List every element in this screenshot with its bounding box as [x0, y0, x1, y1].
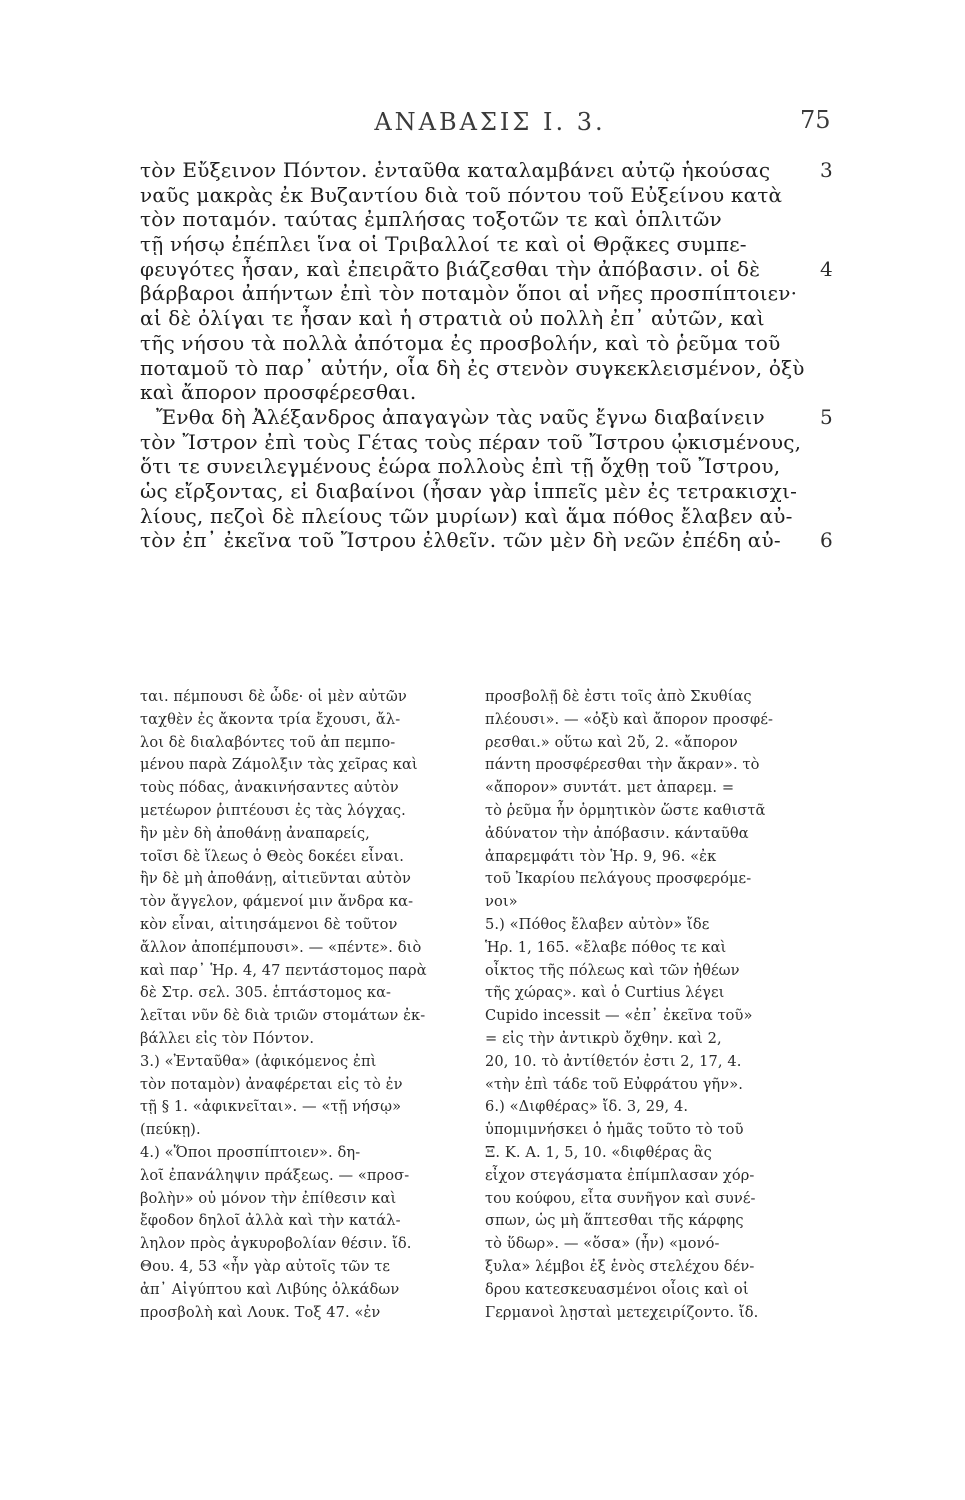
footnote-line: ἢν μὲν δὴ ἀποθάνῃ ἀναπαρείς, [140, 824, 370, 842]
footnote-line: δὲ Στρ. σελ. 305. ἑπτάστομος κα- [140, 984, 392, 1002]
main-text-line [140, 504, 820, 529]
footnote-line: τῇ § 1. «ἀφικνεῖται». — «τῇ νήσῳ» [140, 1098, 402, 1116]
main-text-line [140, 380, 820, 405]
footnote-line: Cupido incessit — «ἐπ᾽ ἐκεῖνα τοῦ» [485, 1007, 753, 1025]
footnote-line: Ἡρ. 1, 165. «ἔλαβε πόθος τε καὶ [485, 938, 727, 956]
footnote-line: ἀδύνατον τὴν ἀπόβασιν. κάνταῦθα [485, 824, 749, 842]
footnote-line: πλέουσι». — «ὀξὺ καὶ ἄπορον προσφέ- [485, 710, 774, 728]
main-text-line-content: τὸν Εὔξεινον Πόντον. ἐνταῦθα καταλαμβάνει αὐτῷ ἡκούσας [140, 158, 771, 182]
footnote-line: τοῦ Ἰκαρίου πελάγους προσφερόμε- [485, 870, 752, 888]
main-text-line-content: βάρβαροι ἀπήντων ἐπὶ τὸν ποταμὸν ὅποι αἱ νῆες προσπίπτοιεν· [140, 281, 798, 306]
footnote-line: οἶκτος τῆς πόλεως καὶ τῶν ἠθέων [485, 961, 740, 979]
main-text-line-content: ποταμοῦ τὸ παρ᾽ αὐτήν, οἷα δὴ ἐς στενὸν συγκεκλεισμένον, ὀξὺ [140, 355, 805, 380]
footnote-line: Γερμανοὶ λῃσταὶ μετεχειρίζοντο. ἴδ. [485, 1303, 759, 1321]
footnote-line: ἄλλον ἀποπέμπουσι». — «πέντε». διὸ [140, 938, 422, 956]
main-text-line [140, 281, 820, 306]
footnote-line: καὶ παρ᾽ Ἡρ. 4, 47 πεντάστομος παρὰ [140, 961, 427, 979]
footnote-line: ἢν δὲ μὴ ἀποθάνῃ, αἰτιεῦνται αὐτὸν [140, 870, 411, 888]
main-text-line-content: αἱ δὲ ὀλίγαι τε ἦσαν καὶ ἡ στρατιὰ οὐ πολλὴ ἐπ᾽ αὐτῶν, καὶ [140, 306, 765, 331]
main-text-line [140, 331, 820, 356]
footnote-line: ρεσθαι.» οὕτω καὶ 2ὔ, 2. «ἄπορον [485, 733, 738, 751]
footnote-line: (πεύκῃ). [140, 1121, 201, 1139]
footnote-line: 3.) «Ἐνταῦθα» (ἀφικόμενος ἐπὶ [140, 1052, 377, 1070]
main-text-line-content: λίους, πεζοὶ δὲ πλείους τῶν μυρίων) καὶ ἅμα πόθος ἔλαβεν αὐ- [140, 503, 793, 528]
footnote-line: βάλλει εἰς τὸν Πόντον. [140, 1029, 315, 1047]
main-text-line [140, 454, 820, 479]
section-number: 5 [820, 404, 833, 429]
footnote-line: ταχθὲν ἐς ἄκοντα τρία ἔχουσι, ἄλ- [140, 710, 401, 728]
footnote-line: ἔφοδον δηλοῖ ἀλλὰ καὶ τὴν κατάλ- [140, 1212, 401, 1230]
footnotes-left-column [140, 686, 470, 1324]
footnote-line: Ξ. Κ. Α. 1, 5, 10. «διφθέρας ἃς [485, 1143, 712, 1161]
main-text-line-content: τὸν ποταμόν. ταύτας ἐμπλήσας τοξοτῶν τε καὶ ὁπλιτῶν [140, 207, 722, 232]
footnote-line: = εἰς τὴν ἀντικρὺ ὄχθην. καὶ 2, [485, 1029, 722, 1047]
main-text-line-content: τὸν Ἴστρον ἐπὶ τοὺς Γέτας τοὺς πέραν τοῦ Ἴστρου ᾠκισμένους, [140, 429, 802, 454]
footnote-line: τῆς χώρας». καὶ ὁ Curtius λέγει [485, 984, 725, 1002]
main-greek-text [140, 158, 833, 553]
footnote-line: ἀπ᾽ Αἰγύπτου καὶ Λιβύης ὁλκάδων [140, 1280, 400, 1298]
footnotes-right-column [485, 686, 821, 1324]
footnote-line: εἶχον στεγάσματα ἐπίμπλασαν χόρ- [485, 1166, 755, 1184]
main-text-line-content: τῆς νήσου τὰ πολλὰ ἀπότομα ἐς προσβολήν, καὶ τὸ ῥεῦμα τοῦ [140, 330, 781, 355]
main-text-line-content: φευγότες ἦσαν, καὶ ἐπειρᾶτο βιάζεσθαι τὴν ἀπόβασιν. οἱ δὲ [140, 256, 761, 281]
footnote-line: λεῖται νῦν δὲ διὰ τριῶν στομάτων ἐκ- [140, 1007, 426, 1025]
main-text-line [140, 528, 833, 553]
section-number: 4 [820, 256, 833, 281]
footnote-line: 6.) «Διφθέρας» ἴδ. 3, 29, 4. [485, 1098, 689, 1116]
footnote-line: νοι» [485, 893, 518, 911]
footnote-line: τὸ ὕδωρ». — «ὅσα» (ἦν) «μονό- [485, 1235, 720, 1253]
footnote-line: του κούφου, εἶτα συνῆγον καὶ συνέ- [485, 1189, 756, 1207]
footnote-line: 20, 10. τὸ ἀντίθετόν ἐστι 2, 17, 4. [485, 1052, 742, 1070]
footnote-line: λοι δὲ διαλαβόντες τοῦ ἀπ πεμπο- [140, 733, 396, 751]
footnote-line: «ἄπορον» συντάτ. μετ ἀπαρεμ. = [485, 779, 735, 797]
footnote-line: βολὴν» οὐ μόνον τὴν ἐπίθεσιν καὶ [140, 1189, 397, 1207]
footnote-line: λοῖ ἐπανάληψιν πράξεως. — «προσ- [140, 1166, 410, 1184]
main-text-line [140, 306, 820, 331]
footnote-line: 5.) «Πόθος ἔλαβεν αὐτὸν» ἴδε [485, 915, 710, 933]
footnote-line: τὸ ῥεῦμα ἦν ὁρμητικὸν ὥστε καθιστᾶ [485, 801, 766, 819]
main-text-line [140, 183, 820, 208]
footnote-line: ξυλα» λέμβοι ἐξ ἑνὸς στελέχου δέν- [485, 1257, 755, 1275]
footnote-line: τοῖσι δὲ ἵλεως ὁ Θεὸς δοκέει εἶναι. [140, 847, 404, 865]
main-text-line-content: ναῦς μακρὰς ἐκ Βυζαντίου διὰ τοῦ πόντου τοῦ Εὐξείνου κατὰ [140, 182, 783, 207]
footnote-line: τὸν ἄγγελον, φάμενοί μιν ἄνδρα κα- [140, 893, 414, 911]
main-text-line [140, 158, 833, 183]
main-text-line-content: Ἔνθα δὴ Ἀλέξανδρος ἀπαγαγὼν τὰς ναῦς ἔγνω διαβαίνειν [156, 404, 765, 429]
main-text-line-content: ὡς εἴρξοντας, εἰ διαβαίνοι (ἦσαν γὰρ ἱππεῖς μὲν ἐς τετρακισχι- [140, 478, 798, 503]
footnote-line: ἀπαρεμφάτι τὸν Ἡρ. 9, 96. «ἐκ [485, 847, 717, 865]
main-text-line [140, 256, 833, 282]
footnote-line: προσβολὴ καὶ Λουκ. Τοξ 47. «ἐν [140, 1303, 381, 1321]
main-text-line [140, 207, 820, 232]
main-text-line [140, 232, 820, 257]
footnote-line: τοὺς πόδας, ἀνακινήσαντες αὐτὸν [140, 779, 399, 797]
footnote-line: Θου. 4, 53 «ἦν γὰρ αὐτοῖς τῶν τε [140, 1257, 391, 1275]
footnote-line: τὸν ποταμὸν) ἀναφέρεται εἰς τὸ ἐν [140, 1075, 403, 1093]
section-number: 3 [820, 158, 833, 182]
footnote-line: μένου παρὰ Ζάμολξιν τὰς χεῖρας καὶ [140, 756, 418, 774]
main-text-line [140, 479, 820, 504]
main-text-line-content: καὶ ἄπορον προσφέρεσθαι. [140, 380, 417, 405]
page-number: 75 [800, 106, 831, 134]
footnote-line: ὑπομιμνήσκει ὁ ἡμᾶς τοῦτο τὸ τοῦ [485, 1121, 744, 1139]
running-title: ΑΝΑΒΑΣΙΣ I. 3. [374, 108, 606, 136]
section-number: 6 [820, 528, 833, 553]
main-text-line [140, 430, 820, 455]
main-text-line-content: τῇ νήσῳ ἐπέπλει ἵνα οἱ Τριβαλλοί τε καὶ οἱ Θρᾷκες συμπε- [140, 232, 747, 257]
main-text-line-content: ὅτι τε συνειλεγμένους ἑώρα πολλοὺς ἐπὶ τῇ ὄχθῃ τοῦ Ἴστρου, [140, 454, 781, 479]
footnote-line: «τὴν ἐπὶ τάδε τοῦ Εὐφράτου γῆν». [485, 1075, 743, 1093]
footnote-line: 4.) «Ὅποι προσπίπτοιεν». δη- [140, 1143, 361, 1161]
footnote-line: δρου κατεσκευασμένοι οἷοις καὶ οἱ [485, 1280, 749, 1298]
main-text-line [140, 356, 820, 381]
footnote-line: προσβολῇ δὲ ἐστι τοῖς ἀπὸ Σκυθίας [485, 688, 752, 705]
footnote-line: κὸν εἶναι, αἰτιησάμενοι δὲ τοῦτον [140, 915, 398, 933]
main-text-line [140, 404, 833, 430]
footnote-line: πάντη προσφέρεσθαι τὴν ἄκραν». τὸ [485, 756, 760, 774]
main-text-line-content: τὸν ἐπ᾽ ἐκεῖνα τοῦ Ἴστρου ἐλθεῖν. τῶν μὲν δὴ νεῶν ἐπέδη αὐ- [140, 528, 781, 553]
footnote-line: σπων, ὡς μὴ ἅπτεσθαι τῆς κάρφης [485, 1212, 744, 1230]
footnote-line: ται. πέμπουσι δὲ ὧδε· οἱ μὲν αὐτῶν [140, 688, 407, 705]
footnote-line: μετέωρον ῥιπτέουσι ἐς τὰς λόγχας. [140, 801, 406, 819]
footnote-line: ληλον πρὸς ἀγκυροβολίαν θέσιν. ἴδ. [140, 1235, 412, 1253]
